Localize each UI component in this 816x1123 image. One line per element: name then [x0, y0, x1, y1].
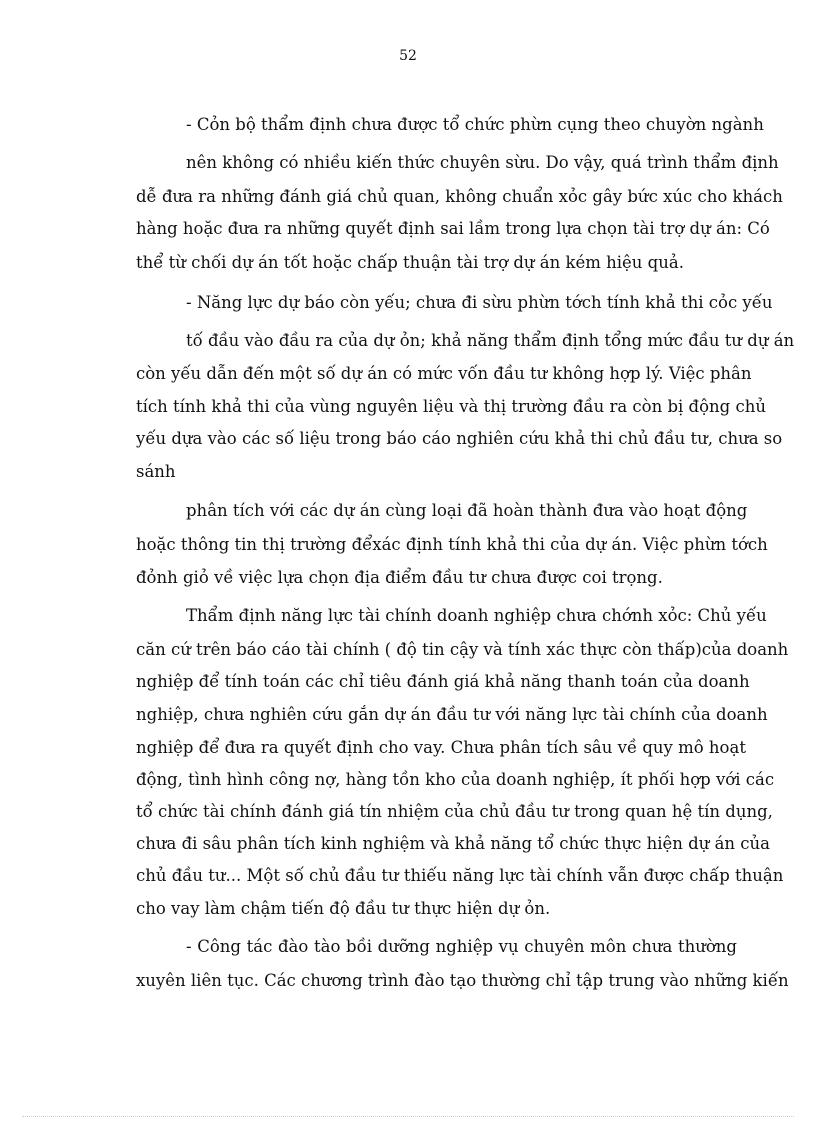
text-line: yếu dựa vào các số liệu trong báo cáo nghiên cứu khả thi chủ đầu tư, chưa so: [136, 429, 783, 448]
text-line: nghiệp để tính toán các chỉ tiêu đánh giá khả năng thanh toán của doanh: [136, 672, 750, 691]
text-line: hàng hoặc đưa ra những quyết định sai lầm trong lựa chọn tài trợ dự án: Có: [136, 219, 770, 238]
page-bottom-rule: [22, 1116, 794, 1117]
text-line: động, tình hình công nợ, hàng tồn kho của doanh nghiệp, ít phối hợp với các: [136, 770, 775, 789]
text-line: nghiệp, chưa nghiên cứu gắn dự án đầu tư với năng lực tài chính của doanh: [136, 705, 768, 724]
text-line: hoặc thông tin thị trường đểxác định tính khả thi của dự án. Việc phừn tớch: [136, 535, 768, 554]
text-line: cho vay làm chậm tiến độ đầu tư thực hiện dự ỏn.: [136, 899, 551, 918]
text-line: nghiệp để đưa ra quyết định cho vay. Chưa phân tích sâu về quy mô hoạt: [136, 738, 746, 757]
text-line: tố đầu vào đầu ra của dự ỏn; khả năng thẩm định tổng mức đầu tư dự án: [186, 331, 795, 350]
text-line: xuyên liên tục. Các chương trình đào tạo thường chỉ tập trung vào những kiến: [136, 971, 789, 990]
text-line: tích tính khả thi của vùng nguyên liệu và thị trường đầu ra còn bị động chủ: [136, 397, 766, 416]
text-line: chưa đi sâu phân tích kinh nghiệm và khả năng tổ chức thực hiện dự án của: [136, 834, 770, 853]
text-line: chủ đầu tư... Một số chủ đầu tư thiếu năng lực tài chính vẫn được chấp thuận: [136, 866, 784, 885]
text-line: - Năng lực dự báo còn yếu; chưa đi sừu phừn tớch tính khả thi cỏc yếu: [186, 293, 773, 312]
text-line: phân tích với các dự án cùng loại đã hoàn thành đưa vào hoạt động: [186, 501, 748, 520]
text-line: tổ chức tài chính đánh giá tín nhiệm của chủ đầu tư trong quan hệ tín dụng,: [136, 802, 773, 821]
text-line: còn yếu dẫn đến một số dự án có mức vốn đầu tư không hợp lý. Việc phân: [136, 364, 752, 383]
text-line: - Cỏn bộ thẩm định chưa được tổ chức phừn cụng theo chuyờn ngành: [186, 115, 764, 134]
text-line: sánh: [136, 462, 176, 481]
text-line: đỏnh giỏ về việc lựa chọn địa điểm đầu tư chưa được coi trọng.: [136, 568, 663, 587]
text-line: dễ đưa ra những đánh giá chủ quan, không chuẩn xỏc gây bức xúc cho khách: [136, 187, 783, 206]
text-line: thể từ chối dự án tốt hoặc chấp thuận tài trợ dự án kém hiệu quả.: [136, 253, 684, 272]
text-line: - Công tác đào tào bồi dưỡng nghiệp vụ chuyên môn chưa thường: [186, 937, 737, 956]
page-number: 52: [399, 48, 417, 64]
text-line: căn cứ trên báo cáo tài chính ( độ tin cậy và tính xác thực còn thấp)của doanh: [136, 640, 789, 659]
text-line: Thẩm định năng lực tài chính doanh nghiệp chưa chớnh xỏc: Chủ yếu: [186, 606, 767, 625]
text-line: nên không có nhiều kiến thức chuyên sừu. Do vậy, quá trình thẩm định: [186, 153, 779, 172]
